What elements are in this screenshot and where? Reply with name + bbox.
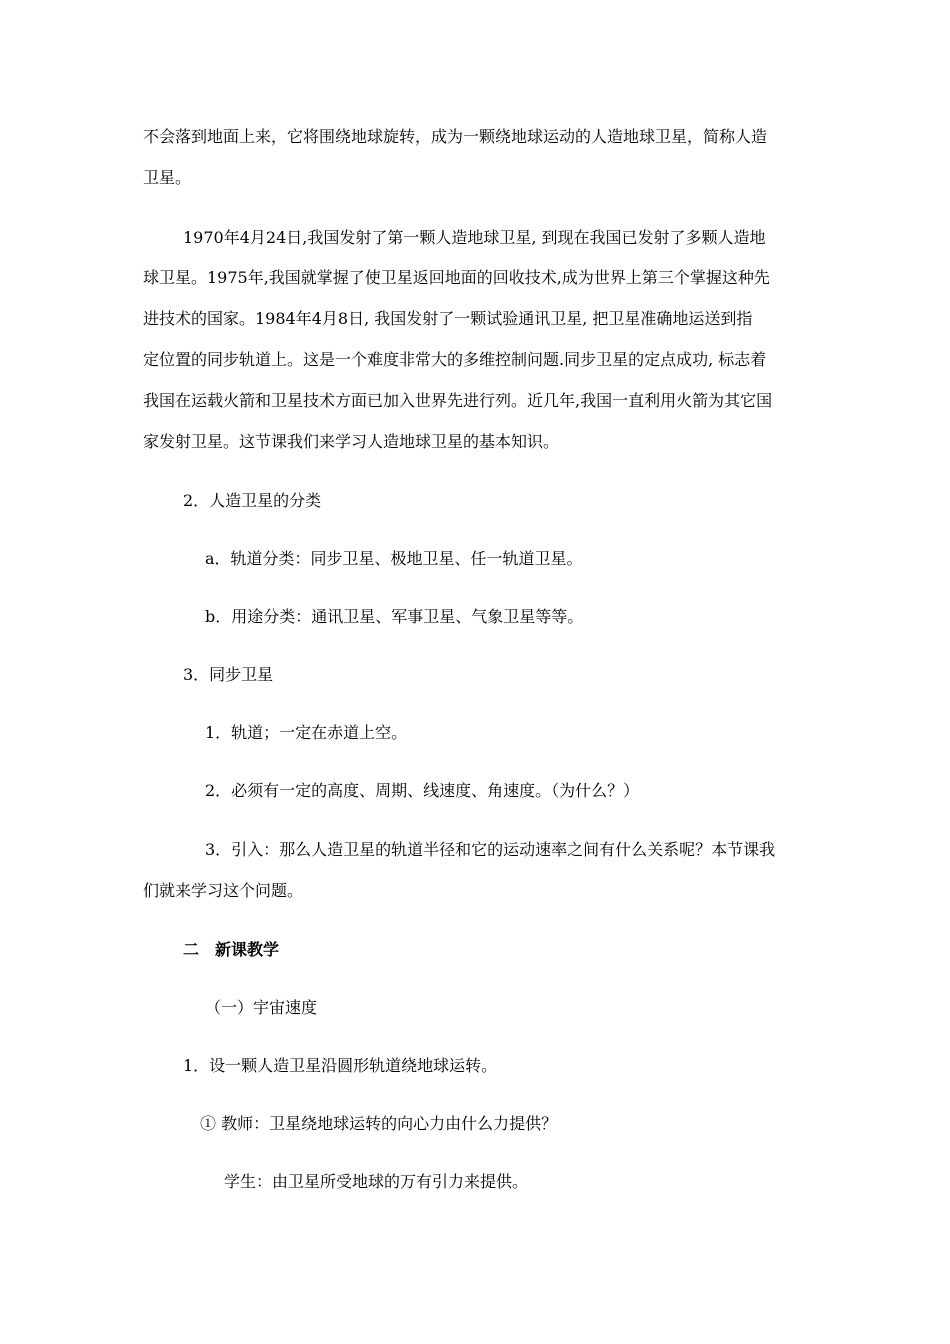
- subsection-heading: （一）宇宙速度: [205, 998, 318, 1017]
- paragraph-line: 球卫星。1975年,我国就掌握了使卫星返回地面的回收技术,成为世界上第三个掌握这种先: [143, 268, 770, 287]
- section-title: 二 新课教学: [183, 940, 280, 959]
- list-item: b．用途分类：通讯卫星、军事卫星、气象卫星等等。: [205, 607, 584, 626]
- paragraph-line: 进技术的国家。1984年4月8日, 我国发射了一颗试验通讯卫星, 把卫星准确地运送到指: [143, 309, 753, 328]
- paragraph-line: 不会落到地面上来，它将围绕地球旋转，成为一颗绕地球运动的人造地球卫星，简称人造: [143, 127, 768, 146]
- list-item: 1．轨道；一定在赤道上空。: [205, 723, 408, 742]
- teacher-question: ① 教师：卫星绕地球运转的向心力由什么力提供？: [200, 1114, 558, 1133]
- paragraph-line: 家发射卫星。这节课我们来学习人造地球卫星的基本知识。: [143, 432, 560, 451]
- section-heading: 2．人造卫星的分类: [183, 491, 322, 510]
- paragraph-line: 定位置的同步轨道上。这是一个难度非常大的多维控制问题.同步卫星的定点成功, 标志着: [143, 350, 767, 369]
- list-item: 2．必须有一定的高度、周期、线速度、角速度。（为什么？）: [205, 781, 640, 800]
- list-item: 3．引入：那么人造卫星的轨道半径和它的运动速率之间有什么关系呢？本节课我: [205, 840, 776, 859]
- paragraph-line: 卫星。: [143, 168, 192, 187]
- student-answer: 学生：由卫星所受地球的万有引力来提供。: [224, 1172, 529, 1191]
- paragraph-line: 我国在运载火箭和卫星技术方面已加入世界先进行列。近几年,我国一直利用火箭为其它国: [143, 391, 773, 410]
- paragraph-line: 们就来学习这个问题。: [143, 881, 304, 900]
- list-item: a．轨道分类：同步卫星、极地卫星、任一轨道卫星。: [205, 549, 583, 568]
- list-item: 1．设一颗人造卫星沿圆形轨道绕地球运转。: [183, 1056, 498, 1075]
- paragraph-line: 1970年4月24日,我国发射了第一颗人造地球卫星, 到现在我国已发射了多颗人造地: [183, 228, 766, 247]
- section-heading: 3．同步卫星: [183, 665, 274, 684]
